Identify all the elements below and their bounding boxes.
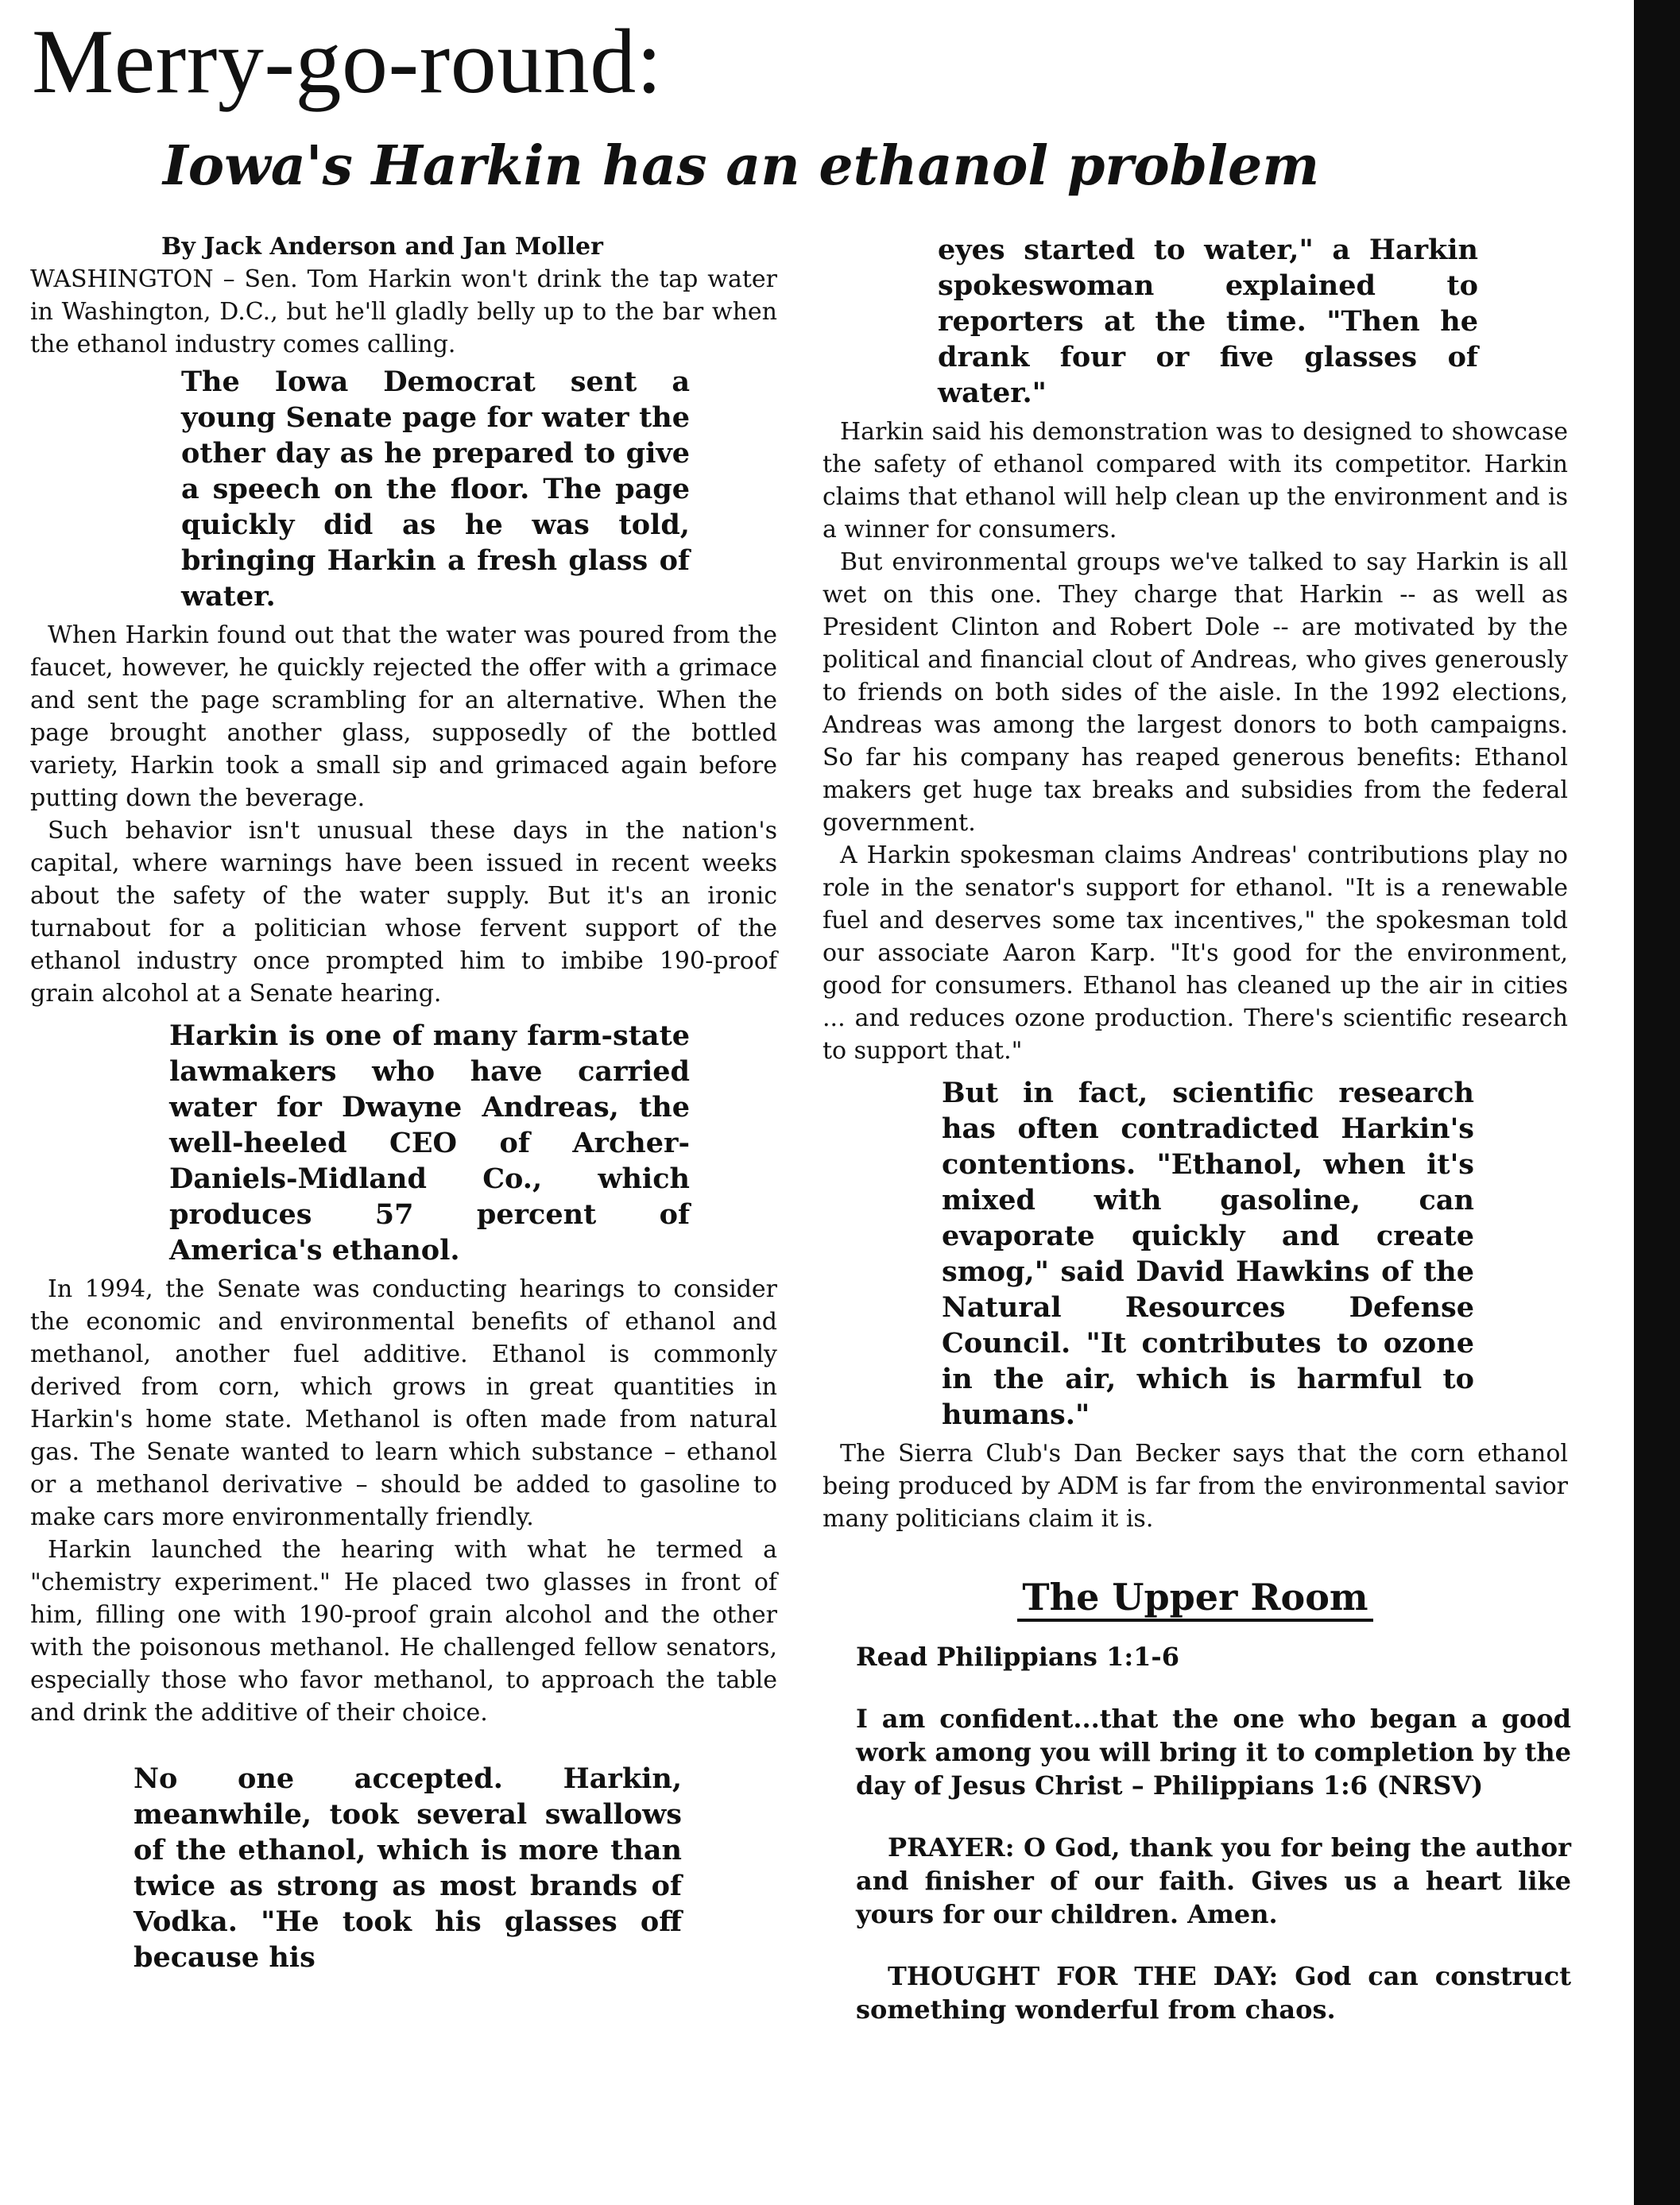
pull-quote: The Iowa Democrat sent a young Senate page for water the other day as he prepared to give a speech on the floor. The page quickly did as he was told, bringing Harkin a fresh glass of water. xyxy=(181,366,690,613)
upper-room-verse: I am confident...that the one who began a good work among you will bring it to completion by the day of Jesus Christ – Philippians 1:6 (NRSV) xyxy=(856,1704,1571,1801)
paragraph: When Harkin found out that the water was poured from the faucet, however, he quickly rejected the offer with a grimace and sent the page scrambling for an alternative. When the page brought another glass, supposedly of the bottled variety, Harkin took a small sip and grimaced again before putting down the beverage. xyxy=(30,621,777,812)
paragraph: WASHINGTON – Sen. Tom Harkin won't drink the tap water in Washington, D.C., but he'll gladly belly up to the bar when the ethanol industry comes calling. xyxy=(30,265,777,358)
paragraph: The Sierra Club's Dan Becker says that the corn ethanol being produced by ADM is far from the environmental savior many politicians claim it is. xyxy=(823,1440,1568,1533)
paragraph: But environmental groups we've talked to say Harkin is all wet on this one. They charge that Harkin -- as well as President Clinton and Robert Dole -- are motivated by the political and financial clout of Andreas, who gives generously to friends on both sides of the aisle. In the 1992 elections, Andreas was among the largest donors to both campaigns. So far his company has reaped generous benefits: Ethanol makers get huge tax breaks and subsidies from the federal government. xyxy=(823,548,1568,837)
upper-room-logo xyxy=(823,1575,1568,1619)
subhead: Iowa's Harkin has an ethanol problem xyxy=(163,134,1320,198)
page-edge-bar xyxy=(1634,0,1680,2205)
paragraph: Such behavior isn't unusual these days in the nation's capital, where warnings have been issued in recent weeks about the safety of the water supply. But it's an ironic turnabout for a politician whose fervent support of the ethanol industry once prompted him to imbibe 190-proof grain alcohol at a Senate hearing. xyxy=(30,817,777,1008)
pull-quote: eyes started to water," a Harkin spokeswoman explained to reporters at the time. "Then he drank four or five glasses of water." xyxy=(938,234,1478,409)
paragraph: A Harkin spokesman claims Andreas' contributions play no role in the senator's support for ethanol. "It is a renewable fuel and deserves some tax incentives," the spokesman told our associate Aaron Karp. "It's good for the environment, good for consumers. Ethanol has cleaned up the air in cities ... and reduces ozone production. There's scientific research to support that." xyxy=(823,841,1568,1065)
upper-room-thought: THOUGHT FOR THE DAY: God can construct something wonderful from chaos. xyxy=(856,1961,1571,2025)
left-column xyxy=(30,230,777,1980)
byline: By Jack Anderson and Jan Moller xyxy=(161,233,603,261)
paragraph: In 1994, the Senate was conducting hearings to consider the economic and environmental benefits of ethanol and methanol, another fuel additive. Ethanol is commonly derived from corn, which grows in great quantities in Harkin's home state. Methanol is often made from natural gas. The Senate wanted to learn which substance – ethanol or a methanol derivative – should be added to gasoline to make cars more environmentally friendly. xyxy=(30,1275,777,1531)
pull-quote: But in fact, scientific research has often contradicted Harkin's contentions. "Ethanol, when it's mixed with gasoline, can evaporate quickly and create smog," said David Hawkins of the Natural Resources Defense Council. "It contributes to ozone in the air, which is harmful to humans." xyxy=(942,1077,1474,1431)
pull-quote: No one accepted. Harkin, meanwhile, took several swallows of the ethanol, which is more than twice as strong as most brands of Vodka. "He took his glasses off because his xyxy=(134,1762,682,1974)
paragraph: Harkin launched the hearing with what he termed a "chemistry experiment." He placed two glasses in front of him, filling one with 190-proof grain alcohol and the other with the poisonous methanol. He challenged fellow senators, especially those who favor methanol, to approach the table and drink the additive of their choice. xyxy=(30,1536,777,1727)
paragraph: Harkin said his demonstration was to designed to showcase the safety of ethanol compared with its competitor. Harkin claims that ethanol will help clean up the environment and is a winner for consumers. xyxy=(823,418,1568,544)
headline: Merry-go-round: xyxy=(32,11,663,113)
upper-room-title: The Upper Room xyxy=(1017,1576,1372,1622)
pull-quote: Harkin is one of many farm-state lawmakers who have carried water for Dwayne Andreas, the well-heeled CEO of Archer-Daniels-Midland Co., which produces 57 percent of America's ethanol. xyxy=(169,1019,690,1267)
right-column xyxy=(823,232,1571,2026)
upper-room-reading: Read Philippians 1:1-6 xyxy=(856,1642,1179,1672)
upper-room-prayer: PRAYER: O God, thank you for being the author and finisher of our faith. Gives us a heart like yours for our children. Amen. xyxy=(856,1832,1571,1929)
